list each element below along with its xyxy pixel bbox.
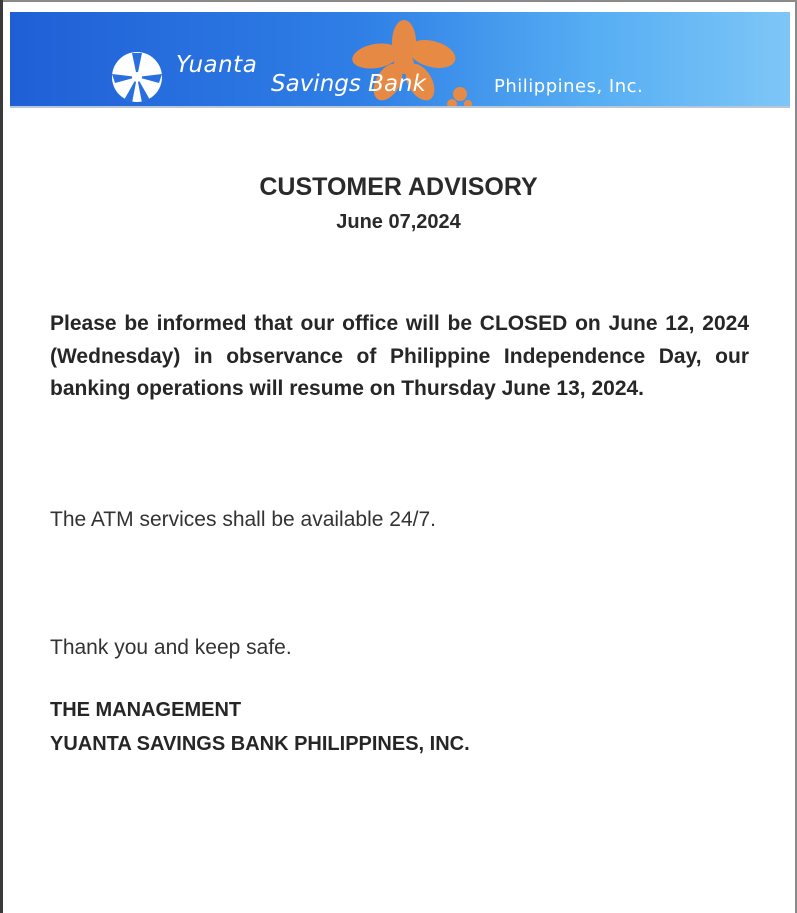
brand-savings-bank-text: Savings Bank — [271, 71, 426, 97]
signature-management: THE MANAGEMENT — [50, 699, 242, 721]
page-border-left — [0, 0, 3, 913]
page-border-top — [0, 0, 797, 2]
banner-divider — [10, 106, 790, 108]
letterhead-banner — [10, 12, 790, 106]
signature-company: YUANTA SAVINGS BANK PHILIPPINES, INC. — [50, 733, 470, 755]
closure-notice-paragraph: Please be informed that our office will be CLOSED on June 12, 2024 (Wednesday) in observance of Philippine Independence Day, our banking operations will resume on Thursday June 13, 2024. — [50, 312, 749, 400]
closing-line: Thank you and keep safe. — [50, 636, 292, 659]
brand-yuanta-text: Yuanta — [176, 52, 258, 78]
advisory-title: CUSTOMER ADVISORY — [259, 173, 538, 201]
yuanta-logo-icon — [110, 50, 164, 104]
advisory-date: June 07,2024 — [336, 211, 461, 233]
atm-notice-paragraph: The ATM services shall be available 24/7. — [50, 508, 436, 531]
brand-philippines-text: Philippines, Inc. — [494, 76, 644, 97]
